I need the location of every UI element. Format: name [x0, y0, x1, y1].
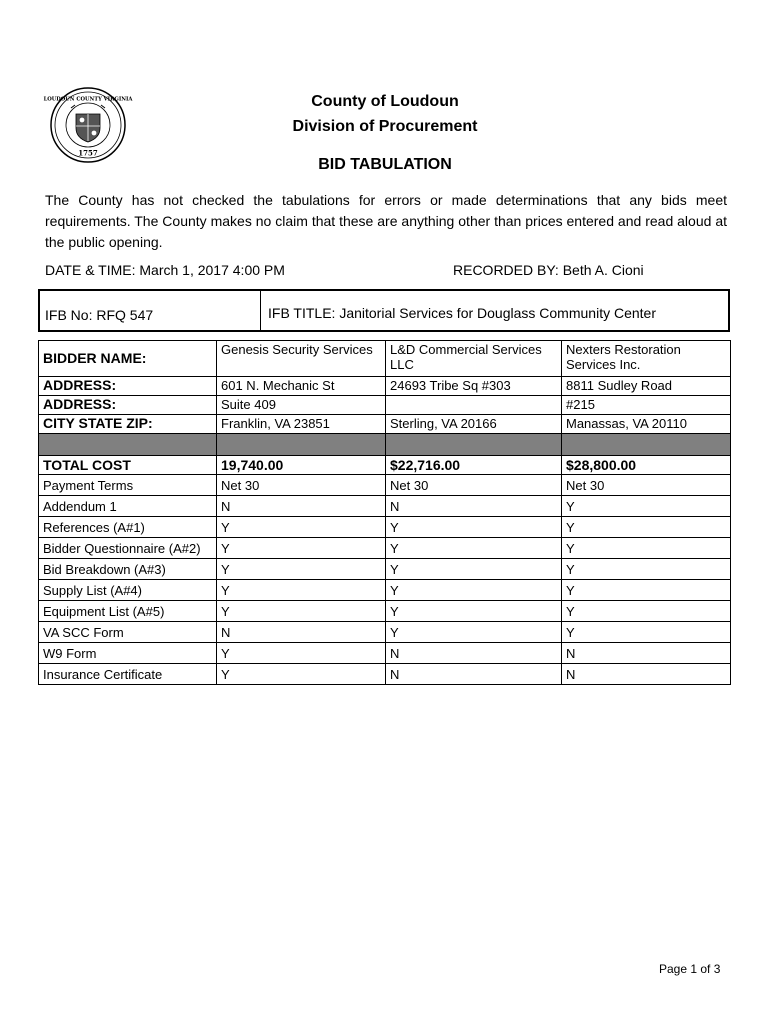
checklist-value: N — [386, 496, 562, 517]
bidder-city: Manassas, VA 20110 — [562, 415, 731, 434]
document-title: BID TABULATION — [318, 156, 452, 173]
checklist-value: Y — [217, 580, 386, 601]
bidder-name: Genesis Security Services — [217, 341, 386, 377]
checklist-value: N — [386, 643, 562, 664]
checklist-label: VA SCC Form — [39, 622, 217, 643]
checklist-value: Y — [386, 538, 562, 559]
checklist-value: Net 30 — [386, 475, 562, 496]
checklist-row — [39, 517, 731, 538]
checklist-label: Insurance Certificate — [39, 664, 217, 685]
address1-row — [39, 377, 731, 396]
city-state-zip-label: CITY STATE ZIP: — [39, 415, 217, 434]
bidder-city: Franklin, VA 23851 — [217, 415, 386, 434]
disclaimer-paragraph: The County has not checked the tabulations for errors or made determinations that any bids meet requirements. The County makes no claim that these are anything other than prices entered and read aloud at the public opening. — [45, 192, 727, 250]
checklist-value: Y — [386, 559, 562, 580]
checklist-value: Net 30 — [217, 475, 386, 496]
total-cost-value: $22,716.00 — [386, 456, 562, 475]
bidder-name-row — [39, 341, 731, 377]
checklist-label: Bid Breakdown (A#3) — [39, 559, 217, 580]
checklist-row — [39, 580, 731, 601]
address-label: ADDRESS: — [39, 377, 217, 396]
checklist-value: Y — [386, 517, 562, 538]
checklist-value: N — [562, 664, 731, 685]
date-time: DATE & TIME: March 1, 2017 4:00 PM — [45, 262, 285, 278]
checklist-value: N — [386, 664, 562, 685]
checklist-value: Y — [217, 601, 386, 622]
bidder-name: Nexters Restoration Services Inc. — [562, 341, 731, 377]
bidder-address1: 8811 Sudley Road — [562, 377, 731, 396]
checklist-value: Y — [386, 601, 562, 622]
checklist-row — [39, 559, 731, 580]
bid-tabulation-table — [38, 340, 731, 685]
checklist-value: Y — [386, 580, 562, 601]
checklist-value: Y — [217, 643, 386, 664]
checklist-value: Y — [217, 559, 386, 580]
checklist-row — [39, 643, 731, 664]
checklist-value: Y — [217, 517, 386, 538]
bidder-city: Sterling, VA 20166 — [386, 415, 562, 434]
bidder-name: L&D Commercial Services LLC — [386, 341, 562, 377]
checklist-value: N — [217, 496, 386, 517]
division-title: Division of Procurement — [292, 118, 478, 135]
checklist-value: Y — [562, 559, 731, 580]
bidder-address2 — [386, 396, 562, 415]
checklist-value: Y — [562, 538, 731, 559]
bidder-name-label: BIDDER NAME: — [39, 341, 217, 377]
county-title: County of Loudoun — [311, 93, 459, 110]
city-row — [39, 415, 731, 434]
bidder-address1: 601 N. Mechanic St — [217, 377, 386, 396]
checklist-value: Net 30 — [562, 475, 731, 496]
checklist-label: Bidder Questionnaire (A#2) — [39, 538, 217, 559]
seal-year: 1757 — [78, 148, 98, 158]
checklist-row — [39, 601, 731, 622]
ifb-info-box — [38, 289, 730, 332]
total-cost-row — [39, 456, 731, 475]
checklist-label: Payment Terms — [39, 475, 217, 496]
checklist-value: Y — [562, 517, 731, 538]
checklist-label: Equipment List (A#5) — [39, 601, 217, 622]
checklist-value: Y — [217, 538, 386, 559]
separator-row — [39, 434, 731, 456]
checklist-value: Y — [562, 580, 731, 601]
checklist-label: Supply List (A#4) — [39, 580, 217, 601]
total-cost-value: $28,800.00 — [562, 456, 731, 475]
checklist-row — [39, 664, 731, 685]
checklist-row — [39, 622, 731, 643]
checklist-row — [39, 496, 731, 517]
seal-text-top: LOUDOUN COUNTY VIRGINIA — [43, 96, 133, 103]
address-label: ADDRESS: — [39, 396, 217, 415]
checklist-value: Y — [562, 622, 731, 643]
checklist-label: References (A#1) — [39, 517, 217, 538]
checklist-row — [39, 475, 731, 496]
checklist-value: N — [562, 643, 731, 664]
ifb-title: IFB TITLE: Janitorial Services for Douglass Community Center — [268, 305, 656, 321]
checklist-value: Y — [386, 622, 562, 643]
checklist-value: Y — [217, 664, 386, 685]
checklist-row — [39, 538, 731, 559]
bidder-address2: Suite 409 — [217, 396, 386, 415]
checklist-value: Y — [562, 496, 731, 517]
checklist-value: N — [217, 622, 386, 643]
bidder-address1: 24693 Tribe Sq #303 — [386, 377, 562, 396]
recorded-by: RECORDED BY: Beth A. Cioni — [453, 262, 644, 278]
bidder-address2: #215 — [562, 396, 731, 415]
checklist-label: Addendum 1 — [39, 496, 217, 517]
ifb-number: IFB No: RFQ 547 — [40, 291, 261, 330]
checklist-value: Y — [562, 601, 731, 622]
total-cost-label: TOTAL COST — [39, 456, 217, 475]
checklist-label: W9 Form — [39, 643, 217, 664]
address2-row — [39, 396, 731, 415]
total-cost-value: 19,740.00 — [217, 456, 386, 475]
page-number: Page 1 of 3 — [659, 962, 721, 976]
